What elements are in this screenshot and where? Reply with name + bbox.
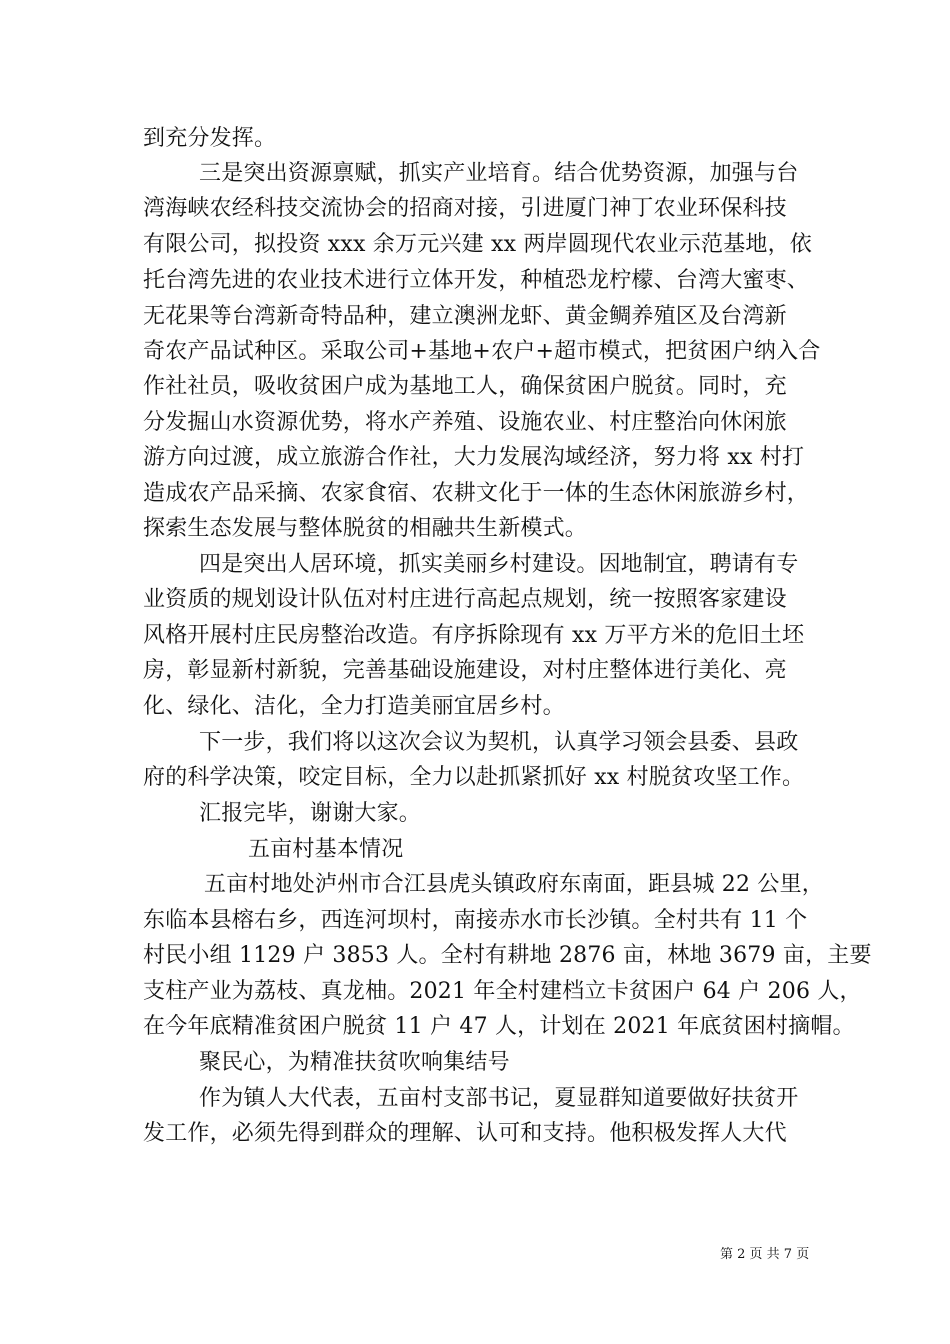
text-line: 风格开展村庄民房整治改造。有序拆除现有 xx 万平方米的危旧土坯	[143, 623, 805, 648]
text-line: 业资质的规划设计队伍对村庄进行高起点规划，统一按照客家建设	[143, 587, 787, 612]
text-line: 奇农产品试种区。采取公司+基地+农户+超市模式，把贫困户纳入合	[143, 339, 821, 364]
text-line: 作为镇人大代表，五亩村支部书记，夏显群知道要做好扶贫开	[199, 1086, 799, 1111]
page-number: 第 2 页 共 7 页	[720, 1247, 810, 1262]
text-line: 分发掘山水资源优势，将水产养殖、设施农业、村庄整治向休闲旅	[143, 410, 787, 435]
text-line: 村民小组 1129 户 3853 人。全村有耕地 2876 亩，林地 3679 亩，主要	[143, 943, 872, 968]
text-line: 作社社员，吸收贫困户成为基地工人，确保贫困户脱贫。同时，充	[143, 374, 787, 399]
text-line: 湾海峡农经科技交流协会的招商对接，引进厦门神丁农业环保科技	[143, 196, 787, 221]
text-line: 汇报完毕，谢谢大家。	[199, 801, 422, 826]
text-line: 无花果等台湾新奇特品种，建立澳洲龙虾、黄金鲷养殖区及台湾新	[143, 304, 787, 329]
text-line: 下一步，我们将以这次会议为契机，认真学习领会县委、县政	[199, 730, 799, 755]
text-line: 到充分发挥。	[143, 126, 277, 151]
text-line: 化、绿化、洁化，全力打造美丽宜居乡村。	[143, 694, 565, 719]
text-line: 造成农产品采摘、农家食宿、农耕文化于一体的生态休闲旅游乡村，	[143, 481, 810, 506]
text-line: 房，彰显新村新貌，完善基础设施建设，对村庄整体进行美化、亮	[143, 658, 787, 683]
text-line: 游方向过渡，成立旅游合作社，大力发展沟域经济，努力将 xx 村打	[143, 445, 805, 470]
text-line: 发工作，必须先得到群众的理解、认可和支持。他积极发挥人大代	[143, 1121, 787, 1146]
section-title: 五亩村基本情况	[248, 837, 404, 862]
text-line: 府的科学决策，咬定目标，全力以赴抓紧抓好 xx 村脱贫攻坚工作。	[143, 765, 805, 790]
text-line: 探索生态发展与整体脱贫的相融共生新模式。	[143, 516, 588, 541]
text-line: 在今年底精准贫困户脱贫 11 户 47 人，计划在 2021 年底贫困村摘帽。	[143, 1014, 855, 1039]
text-line: 托台湾先进的农业技术进行立体开发，种植恐龙柠檬、台湾大蜜枣、	[143, 268, 810, 293]
text-line: 四是突出人居环境，抓实美丽乡村建设。因地制宜，聘请有专	[199, 552, 799, 577]
text-line: 三是突出资源禀赋，抓实产业培育。结合优势资源，加强与台	[199, 161, 799, 186]
text-line: 支柱产业为荔枝、真龙柚。2021 年全村建档立卡贫困户 64 户 206 人，	[143, 979, 862, 1004]
text-line: 五亩村地处泸州市合江县虎头镇政府东南面，距县城 22 公里，	[204, 872, 824, 897]
text-line: 东临本县榕右乡，西连河坝村，南接赤水市长沙镇。全村共有 11 个	[143, 908, 808, 933]
subheading: 聚民心，为精准扶贫吹响集结号	[199, 1050, 510, 1075]
text-line: 有限公司，拟投资 xxx 余万元兴建 xx 两岸圆现代农业示范基地，依	[143, 232, 813, 257]
